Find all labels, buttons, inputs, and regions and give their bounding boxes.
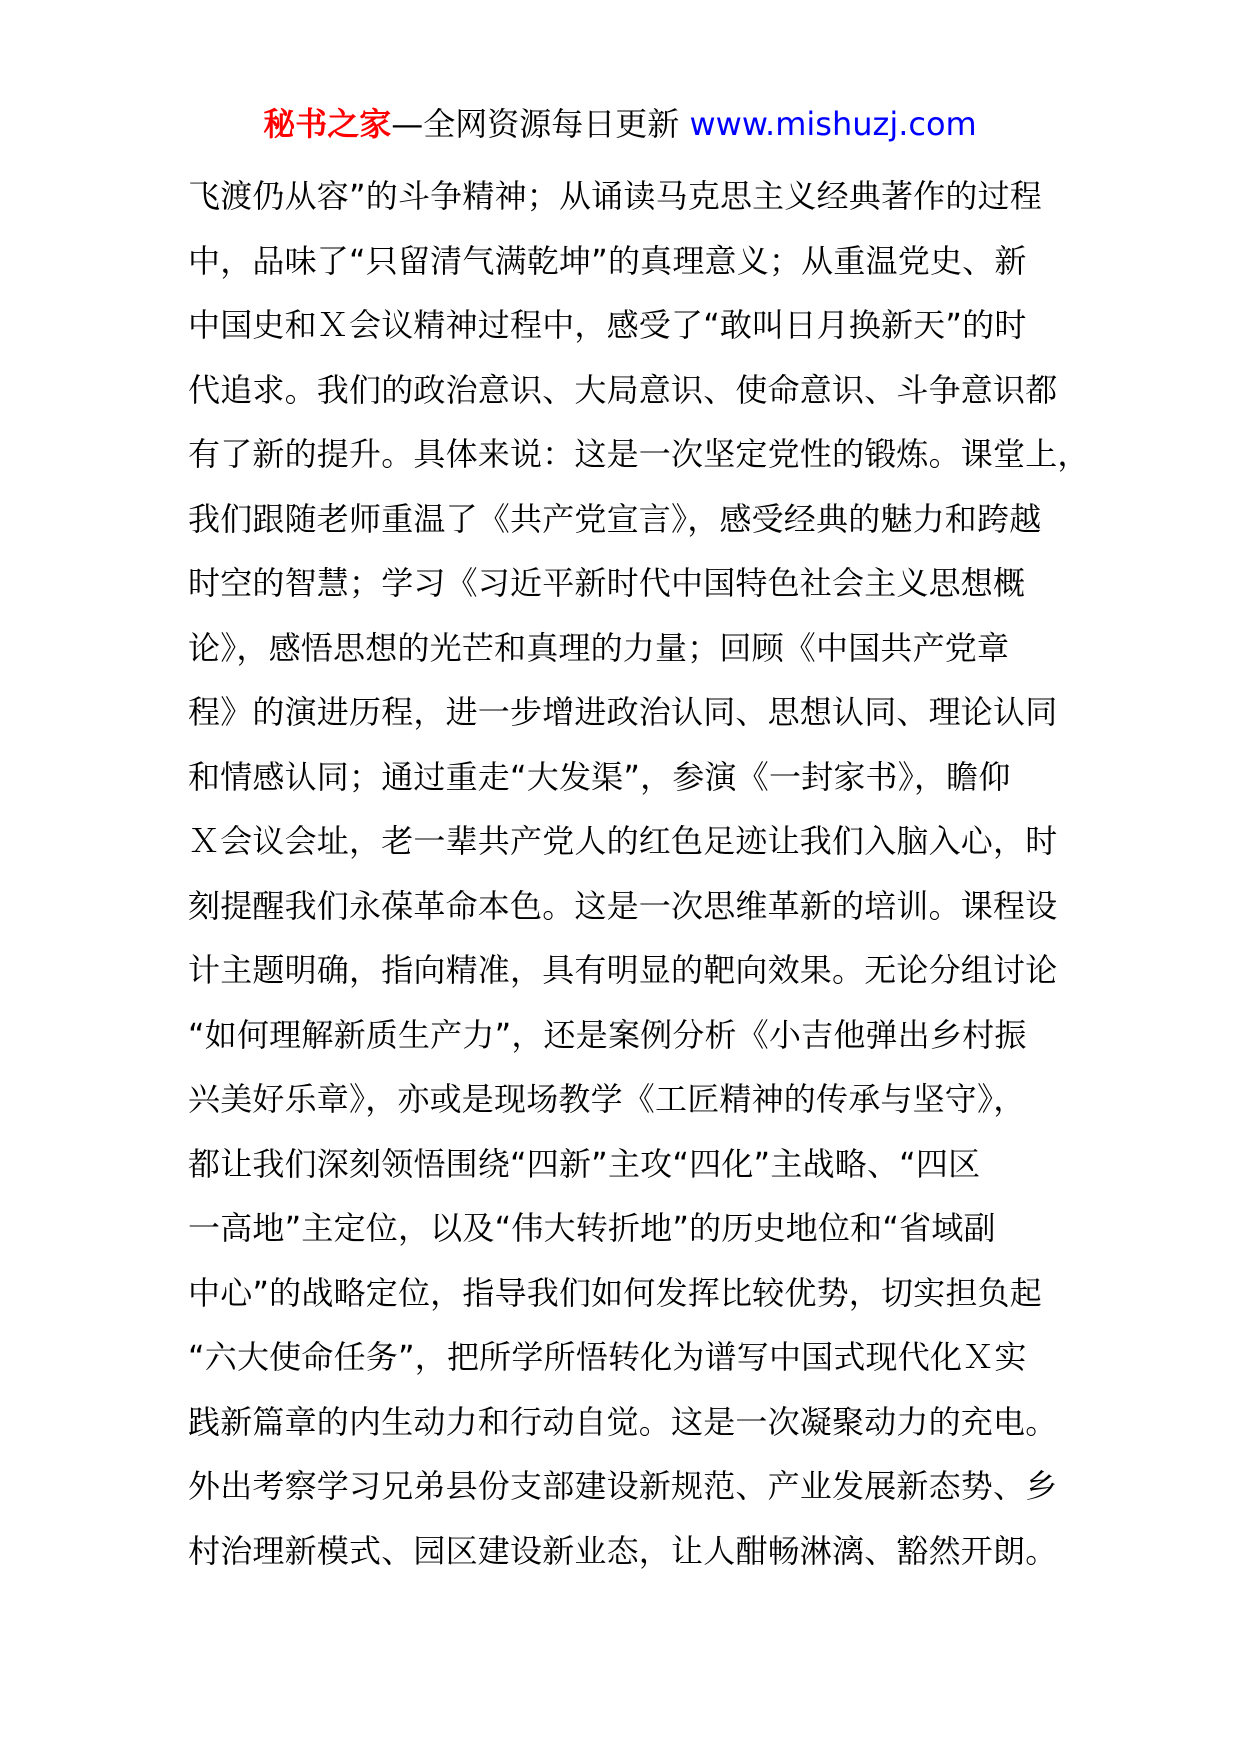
text-line: “如何理解新质生产力”，还是案例分析《小吉他弹出乡村振	[188, 1015, 1027, 1054]
text-line: 一高地”主定位，以及“伟大转折地”的历史地位和“省域副	[188, 1209, 996, 1247]
text-line: 践新篇章的内生动力和行动自觉。这是一次凝聚动力的充电。	[188, 1402, 1058, 1441]
text-line: 有了新的提升。具体来说：这是一次坚定党性的锻炼。课堂上，	[188, 435, 1090, 473]
text-line: 论》，感悟思想的光芒和真理的力量；回顾《中国共产党章	[188, 628, 1010, 667]
text-line: 外出考察学习兄弟县份支部建设新规范、产业发展新态势、乡	[188, 1467, 1058, 1505]
text-line: 程》的演进历程，进一步增进政治认同、思想认同、理论认同	[188, 693, 1058, 731]
text-line: 兴美好乐章》，亦或是现场教学《工匠精神的传承与坚守》，	[188, 1080, 1026, 1118]
site-url-link[interactable]: www.mishuzj.com	[689, 105, 977, 143]
text-line: 村治理新模式、园区建设新业态，让人酣畅淋漓、豁然开朗。	[188, 1531, 1058, 1570]
brand-name: 秘书之家	[263, 105, 392, 143]
text-line: 时空的智慧；学习《习近平新时代中国特色社会主义思想概	[188, 564, 1026, 602]
text-line: 飞渡仍从容”的斗争精神；从诵读马克思主义经典著作的过程	[188, 177, 1042, 215]
text-line: 都让我们深刻领悟围绕“四新”主攻“四化”主战略、“四区	[188, 1144, 981, 1183]
text-line: 中，品味了“只留清气满乾坤”的真理意义；从重温党史、新	[188, 241, 1027, 280]
text-line: 我们跟随老师重温了《共产党宣言》，感受经典的魅力和跨越	[188, 499, 1042, 538]
text-line: 计主题明确，指向精准，具有明显的靶向效果。无论分组讨论	[188, 951, 1058, 989]
text-line: 中国史和Ｘ会议精神过程中，感受了“敢叫日月换新天”的时	[188, 306, 1027, 344]
text-line: 刻提醒我们永葆革命本色。这是一次思维革新的培训。课程设	[188, 886, 1058, 925]
text-line: 和情感认同；通过重走“大发渠”，参演《一封家书》，瞻仰	[188, 757, 1011, 796]
text-line: “六大使命任务”，把所学所悟转化为谱写中国式现代化Ｘ实	[188, 1338, 1027, 1376]
header-tagline: —全网资源每日更新	[391, 105, 680, 143]
page-header	[0, 102, 1240, 146]
text-line: 中心”的战略定位，指导我们如何发挥比较优势，切实担负起	[188, 1273, 1042, 1312]
text-line: 代追求。我们的政治意识、大局意识、使命意识、斗争意识都	[188, 370, 1058, 409]
text-line: Ｘ会议会址，老一辈共产党人的红色足迹让我们入脑入心，时	[188, 822, 1058, 860]
document-body	[188, 164, 1090, 1583]
